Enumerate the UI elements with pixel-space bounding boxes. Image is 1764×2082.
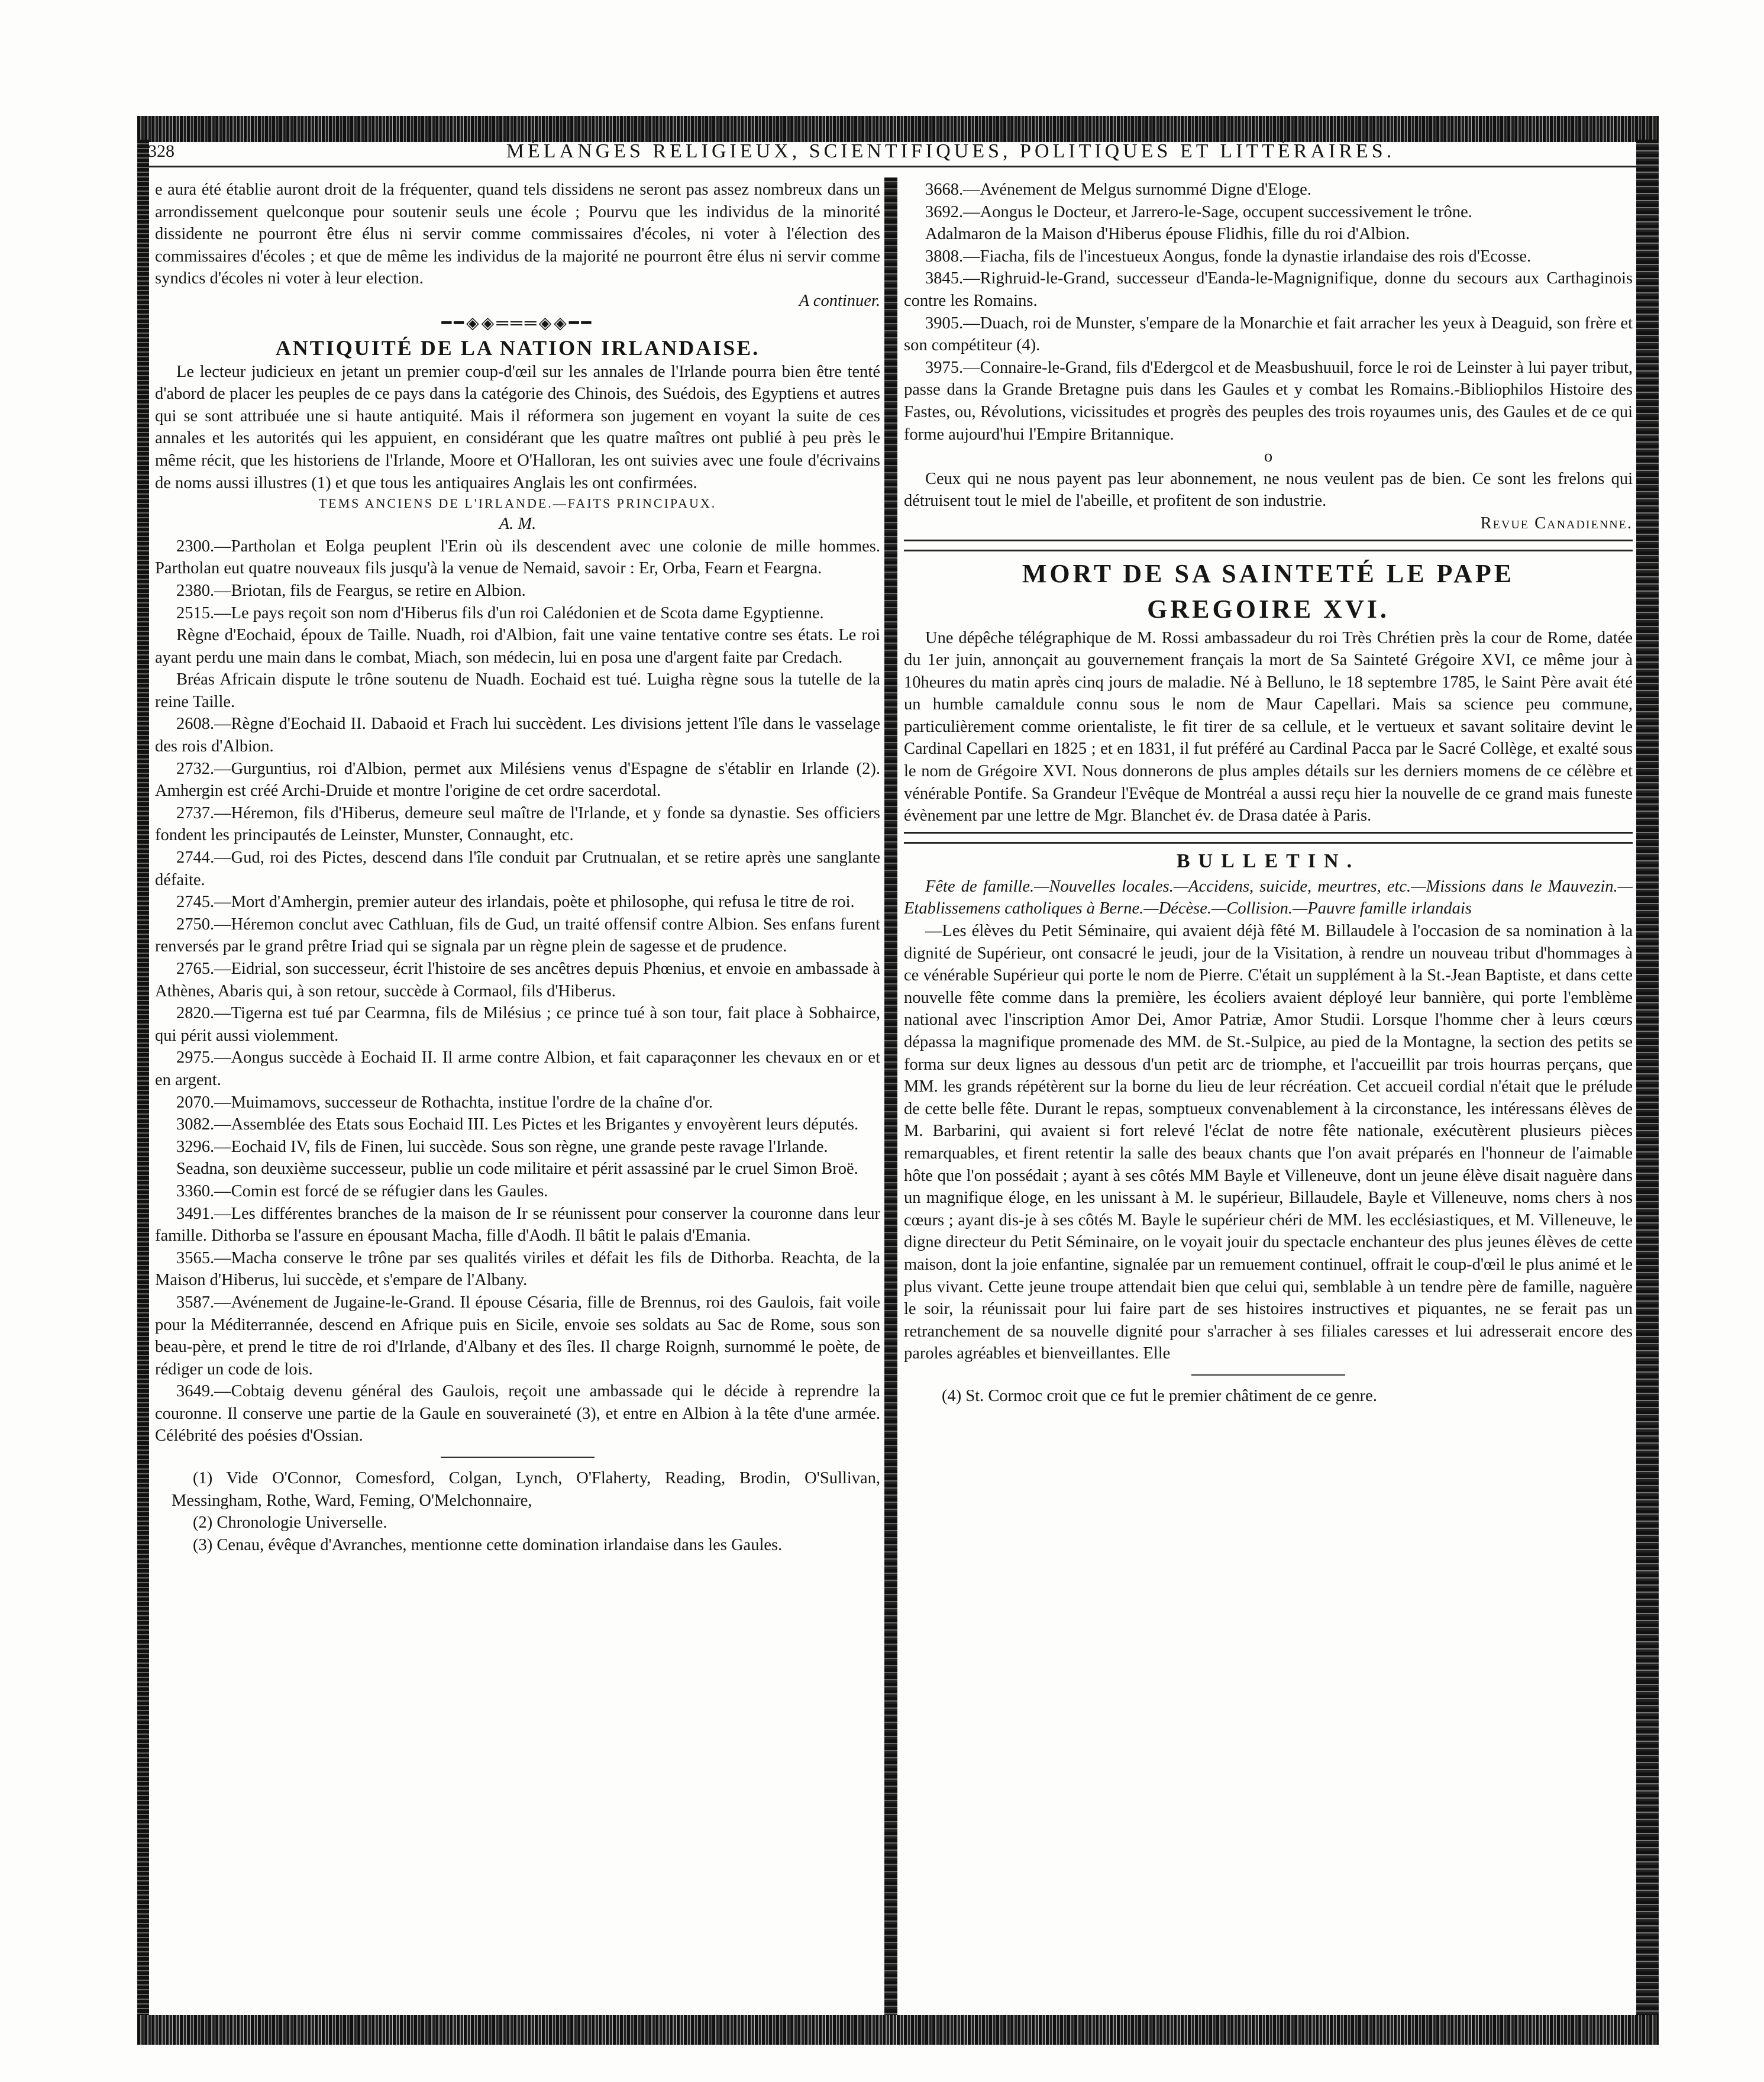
top-border-rule (137, 116, 1659, 142)
section-subhead: TEMS ANCIENS DE L'IRLANDE.—FAITS PRINCIPAUX. (318, 496, 717, 511)
footnote-rule (1191, 1374, 1345, 1376)
short-divider: o (1264, 447, 1273, 466)
chronology-entry: 2750.—Héremon conclut avec Cathluan, fils de Gud, un traité offensif contre Albion. Ses enfans furent renversés par le grand prêtre Iriad qui se signala par un règne plein de sagesse et de prudence. (155, 915, 880, 956)
subscription-notice: Ceux qui ne nous payent pas leur abonnement, ne nous veulent pas de bien. Ce sont les frelons qui détruisent tout le miel de l'abeille, et profitent de son industrie. (904, 469, 1633, 511)
left-border-rule (137, 140, 149, 2021)
left-column (155, 179, 880, 1556)
chronology-entry: 2745.—Mort d'Amhergin, premier auteur des irlandais, poète et philosophe, qui refusa le titre de roi. (176, 893, 855, 912)
chronology-entry: Adalmaron de la Maison d'Hiberus épouse Flidhis, fille du roi d'Albion. (925, 225, 1410, 244)
bulletin-topics: Fête de famille.—Nouvelles locales.—Accidens, suicide, meurtres, etc.—Missions dans le Mauvezin.—Etablissemens catholiques à Berne.—Décèse.—Collision.—Pauvre famille irlandais (904, 877, 1633, 918)
chronology-entry: 3845.—Righruid-le-Grand, successeur d'Eanda-le-Magnignifique, donne du secours aux Carthaginois contre les Romains. (904, 269, 1633, 310)
chronology-entry: 2765.—Eidrial, son successeur, écrit l'histoire de ses ancêtres depuis Phœnius, et envoie en ambassade à Athènes, Abaris qui, à son retour, succède à Cormaol, fils d'Hiberus. (155, 960, 880, 1000)
chronology-entry: 2737.—Héremon, fils d'Hiberus, demeure seul maître de l'Irlande, et y fonde sa dynastie. Ses officiers fondent les principautés de Leinster, Munster, Connaught, etc. (155, 803, 880, 845)
era-label: A. M. (499, 515, 537, 534)
section-intro: Le lecteur judicieux en jetant un premier coup-d'œil sur les annales de l'Irlande pourra bien être tenté d'abord de placer les peuples de ce pays dans la catégorie des Chinois, des Suédois, des Egyptiens et autres qui se sont attribuée une si haute antiquité. Mais il réformera son jugement en voyant la suite de ces annales et les autorités qui les appuient, en considérant que les quatre maîtres ont publié à peu près le même récit, que les historiens de l'Irlande, Moore et O'Halloran, les ont suivies avec une foule d'écrivains de noms aussi illustres (1) et que tous les antiquaires Anglais les ont confirmées. (155, 362, 880, 492)
chronology-entry: 2515.—Le pays reçoit son nom d'Hiberus fils d'un roi Calédonien et de Scota dame Egyptienne. (176, 603, 824, 622)
chronology-entry: 3082.—Assemblée des Etats sous Eochaid III. Les Pictes et les Brigantes y envoyèrent leurs députés. (176, 1115, 859, 1134)
obituary-title-name: GREGOIRE XVI. (1147, 594, 1390, 624)
footnote-rule (441, 1457, 595, 1458)
chronology-entry: 2070.—Muimamovs, successeur de Rothachta, institue l'ordre de la chaîne d'or. (176, 1093, 713, 1112)
continue-note: A continuer. (799, 291, 880, 310)
chronology-entry: Règne d'Eochaid, époux de Taille. Nuadh, roi d'Albion, fait une vaine tentative contre ses états. Le roi ayant perdu une main dans le combat, Miach, son médecin, lui en posa une d'argent faite par Credach. (155, 626, 880, 667)
chronology-entry: 3649.—Cobtaig devenu général des Gaulois, reçoit une ambassade qui le décide à reprendre la couronne. Il conserve une partie de la Gaule en souveraineté (3), et entre en Albion à la tête d'une armée. Célébrité des poésies d'Ossian. (155, 1382, 880, 1445)
chronology-entry: 3565.—Macha conserve le trône par ses qualités viriles et défait les fils de Dithorba. Reachta, de la Maison d'Hiberus, lui succède, et s'empare de l'Albany. (155, 1248, 880, 1290)
notice-source: Revue Canadienne. (1480, 514, 1633, 532)
chronology-entry: 3808.—Fiacha, fils de l'incestueux Aongus, fonde la dynastie irlandaise des rois d'Ecosse. (925, 247, 1532, 266)
chronology-entry: 3692.—Aongus le Docteur, et Jarrero-le-Sage, occupent successivement le trône. (925, 202, 1472, 221)
right-border-rule (1636, 140, 1659, 2021)
continued-article-text: e aura été établie auront droit de la fréquenter, quand tels dissidens ne seront pas assez nombreux dans un arrondissement quelconque pour soutenir seuls une école ; Pourvu que les individus de la minorité dissidente ne pourront être élus ni servir comme commissaires d'écoles, ni voter à l'élection des commissaires d'écoles ; et que de même les individus de la majorité ne pourront être élus ni servir comme syndics d'écoles ni voter à leur election. (155, 180, 880, 288)
chronology-entry: 2300.—Partholan et Eolga peuplent l'Erin où ils descendent avec une colonie de mille hommes. Partholan eut quatre nouveaux fils jusqu'à la venue de Nemaid, savoir : Er, Orba, Fearn et Feargna. (155, 537, 880, 578)
bulletin-text: —Les élèves du Petit Séminaire, qui avaient déjà fêté M. Billaudele à l'occasion de sa nomination à la dignité de Supérieur, ont consacré le jeudi, jour de la Visitation, à rendre un nouveau tribut d'hommages à ce vénérable Supérieur qui porte le nom de Pierre. C'était un supplément à la St.-Jean Baptiste, et dans cette nouvelle fête comme dans la première, les écoliers avaient déployé leur bannière, qui porte l'emblème national avec l'inscription Amor Dei, Amor Patriæ, Amor Studii. Lorsque l'homme cher à leurs cœurs dépassa la magnifique promenade des MM. de St.-Sulpice, au pied de la Montagne, la section des petits se forma sur deux lignes au dessous d'un petit arc de triomphe, et l'accueillit par trois hourras perçans, que MM. les grands répétèrent sur la borne du lieu de leur récréation. Cet accueil cordial n'était que le prélude de cette belle fête. Durant le repas, somptueux convenablement à la circonstance, les intéressans élèves de M. Barbarini, qui avaient si fort relevé l'éclat de notre fête nationale, exécutèrent plusieurs pièces remarquables, et firent retentir la salle des beaux chants que l'on avait préparés en l'honneur de l'aimable hôte que l'on possédait ; ayant à ses côtés MM Bayle et Villeneuve, dont un jeune élève disait naguère dans un magnifique éloge, en les unissant à M. le supérieur, Billaudele, Bayle et Villeneuve, noms chers à nos cœurs ; ayant dis-je à ses côtés M. Bayle le supérieur chéri de MM. les ecclésiastiques, et M. Villeneuve, le digne directeur du Petit Séminaire, on le voyait jouir du spectacle enchanteur des plus jeunes élèves de cette maison, dont la joie enfantine, signalée par un remuement continuel, offrait le coup-d'œil le plus animé et le plus vivant. Cette jeune troupe attendait bien que celui qui, semblable à un tendre père de famille, naguère le soir, la réunissait pour lui faire part de ses histoires instructives et piquantes, ne se ferait pas un retranchement de sa nouvelle dignité pour s'arracher à ses filiales caresses et lui adresserait encore des paroles agréables et bienveillantes. Elle (904, 922, 1633, 1363)
bottom-border-rule (137, 2015, 1659, 2045)
section-double-rule (904, 832, 1633, 844)
chronology-entry: 3360.—Comin est forcé de se réfugier dans les Gaules. (176, 1182, 548, 1200)
chronology-entry: 3975.—Connaire-le-Grand, fils d'Edergcol et de Measbushuuil, force le roi de Leinster à lui payer tribut, passe dans la Grande Bretagne puis dans les Gaules et y combat les Romains.-Bibliophilos Histoire des Fastes, ou, Révolutions, vicissitudes et progrès des peuples des trois royaumes unis, des Gaules et de ce qui forme aujourd'hui l'Empire Britannique. (904, 358, 1633, 444)
section-double-rule (904, 540, 1633, 551)
obituary-text: Une dépêche télégraphique de M. Rossi ambassadeur du roi Très Chrétien près la cour de Rome, datée du 1er juin, annonçait au gouvernement français la mort de Sa Sainteté Grégoire XVI, ce même jour à 10heures du matin après cinq jours de maladie. Né à Belluno, le 18 septembre 1785, le Saint Père avait été un humble camaldule connu sous le nom de Maur Capellari. Mais sa science peu commune, particulièrement comme orientaliste, le fit tirer de sa cellule, et le vertueux et savant solitaire devint le Cardinal Capellari en 1825 ; et en 1831, il fut préféré au Cardinal Pacca par le Sacré Collège, et exalté sous le nom de Grégoire XVI. Nous donnerons de plus amples détails sur les derniers momens de ce célèbre et vénérable Pontife. Sa Grandeur l'Evêque de Montréal a aussi reçu hier la nouvelle de ce grand mais funeste évènement par une lettre de Mgr. Blanchet év. de Drasa datée à Paris. (904, 628, 1633, 825)
footnote: (3) Cenau, évêque d'Avranches, mentionne cette domination irlandaise dans les Gaules. (193, 1535, 783, 1554)
chronology-entry: Seadna, son deuxième successeur, publie un code militaire et périt assassiné par le cruel Simon Broë. (176, 1160, 858, 1179)
footnote: (1) Vide O'Connor, Comesford, Colgan, Lynch, O'Flaherty, Reading, Brodin, O'Sullivan, Messingham, Rothe, Ward, Feming, O'Melchonnaire, (172, 1469, 880, 1510)
column-divider-rule (884, 177, 897, 2015)
chronology-entry: 3668.—Avénement de Melgus surnommé Digne d'Eloge. (925, 180, 1311, 199)
obituary-title: MORT DE SA SAINTETÉ LE PAPE (1022, 559, 1515, 588)
footnote: (4) St. Cormoc croit que ce fut le premier châtiment de ce genre. (942, 1386, 1377, 1405)
section-ornament: ━━◈◈═══◈◈━━ (441, 314, 594, 333)
chronology-entry: 2732.—Gurguntius, roi d'Albion, permet aux Milésiens venus d'Espagne de s'établir en Irlande (2). Amhergin est créé Archi-Druide et montre l'origine de cet ordre sacerdotal. (155, 759, 880, 800)
chronology-entry: 3491.—Les différentes branches de la maison de Ir se réunissent pour conserver la couronne dans leur famille. Dithorba se l'assure en épousant Macha, fille d'Aodh. Il bâtit le palais d'Emania. (155, 1204, 880, 1245)
chronology-entry: 2975.—Aongus succède à Eochaid II. Il arme contre Albion, et fait caparaçonner les chevaux en or et en argent. (155, 1048, 880, 1089)
chronology-entry: 3296.—Eochaid IV, fils de Finen, lui succède. Sous son règne, une grande peste ravage l'Irlande. (176, 1137, 828, 1156)
right-column (904, 179, 1633, 1408)
chronology-entry: 2380.—Briotan, fils de Feargus, se retire en Albion. (176, 581, 526, 600)
header-rule (149, 166, 1636, 167)
bulletin-title: BULLETIN. (1176, 850, 1361, 872)
chronology-entry: 3905.—Duach, roi de Munster, s'empare de la Monarchie et fait arracher les yeux à Deaguid, son frère et son compétiteur (4). (904, 314, 1633, 355)
page-header (137, 140, 1659, 163)
section-title: ANTIQUITÉ DE LA NATION IRLANDAISE. (275, 335, 760, 360)
chronology-entry: 2744.—Gud, roi des Pictes, descend dans l'île conduit par Crutnualan, et se retire après une sanglante défaite. (155, 848, 880, 889)
running-head: MÉLANGES RELIGIEUX, SCIENTIFIQUES, POLITIQUES ET LITTÉRAIRES. (506, 140, 1395, 162)
footnote: (2) Chronologie Universelle. (193, 1513, 387, 1532)
chronology-entry: Bréas Africain dispute le trône soutenu de Nuadh. Eochaid est tué. Luigha règne sous la tutelle de la reine Taille. (155, 670, 880, 711)
chronology-entry: 2820.—Tigerna est tué par Cearmna, fils de Milésius ; ce prince tué à son tour, fait place à Sobhairce, qui périt aussi violemment. (155, 1004, 880, 1045)
page-number: 328 (148, 141, 175, 161)
chronology-entry: 2608.—Règne d'Eochaid II. Dabaoid et Frach lui succèdent. Les divisions jettent l'île dans le vasselage des rois d'Albion. (155, 715, 880, 756)
chronology-entry: 3587.—Avénement de Jugaine-le-Grand. Il épouse Césaria, fille de Brennus, roi des Gaulois, fait voile pour la Méditerrannée, descend en Afrique puis en Sicile, envoie ses soldats au Sac de Rome, sous son beau-père, et prend le titre de roi d'Irlande, d'Albany et des îles. Il charge Roignh, surnommé le poète, de rédiger un code de lois. (155, 1293, 880, 1379)
